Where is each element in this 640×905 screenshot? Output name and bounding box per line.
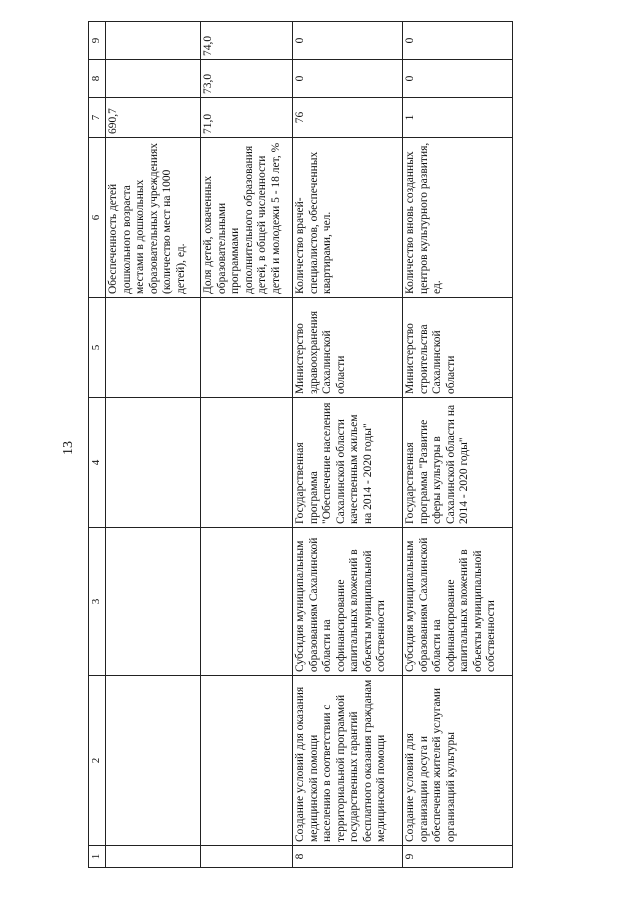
header-cell: 3 (89, 528, 106, 676)
cell-value-9: 74,0 (201, 22, 293, 60)
header-row (89, 22, 106, 868)
cell-task (201, 676, 293, 846)
header-cell: 6 (89, 138, 106, 298)
header-cell: 7 (89, 98, 106, 138)
cell-subsidy: Субсидия муниципальным образованиям Сахалинской области на софинансирование капитальных вложений в объекты муниципальной собственности (403, 528, 513, 676)
table-row (106, 22, 201, 868)
cell-indicator: Количество вновь созданных центров культурного развития, ед. (403, 138, 513, 298)
cell-value-8: 73,0 (201, 60, 293, 98)
header-cell: 1 (89, 846, 106, 868)
header-cell: 9 (89, 22, 106, 60)
cell-number (106, 846, 201, 868)
cell-subsidy (201, 528, 293, 676)
cell-value-7: 71,0 (201, 98, 293, 138)
table-row (201, 22, 293, 868)
cell-task: Создание условий для организации досуга и обеспечения жителей услугами организаций культуры (403, 676, 513, 846)
cell-ministry: Министерство строительства Сахалинской области (403, 298, 513, 398)
cell-number: 9 (403, 846, 513, 868)
header-cell: 4 (89, 398, 106, 528)
cell-ministry (201, 298, 293, 398)
page-number: 13 (61, 441, 76, 455)
cell-indicator: Обеспеченность детей дошкольного возраста местами в дошкольных образовательных учреждениях (количество мест на 1000 детей), ед. (106, 138, 201, 298)
table-row (403, 22, 513, 868)
cell-indicator: Доля детей, охваченных образовательными программами дополнительного образования детей, в общей численности детей и молодежи 5 - 18 лет, % (201, 138, 293, 298)
cell-task: Создание условий для оказания медицинской помощи населению в соответствии с территориальной программой государственных гарантий бесплатного оказания гражданам медицинской помощи (293, 676, 403, 846)
cell-value-8 (106, 60, 201, 98)
cell-task (106, 676, 201, 846)
cell-subsidy: Субсидия муниципальным образованиям Сахалинской области на софинансирование капитальных вложений в объекты муниципальной собственности (293, 528, 403, 676)
cell-value-9: 0 (403, 22, 513, 60)
cell-value-7: 1 (403, 98, 513, 138)
cell-value-9: 0 (293, 22, 403, 60)
header-cell: 5 (89, 298, 106, 398)
cell-program (106, 398, 201, 528)
cell-ministry (106, 298, 201, 398)
cell-subsidy (106, 528, 201, 676)
cell-program: Государственная программа "Обеспечение населения Сахалинской области качественным жильем на 2014 - 2020 годы" (293, 398, 403, 528)
table-row (293, 22, 403, 868)
cell-number (201, 846, 293, 868)
table-container (88, 22, 618, 868)
cell-number: 8 (293, 846, 403, 868)
cell-value-7: 76 (293, 98, 403, 138)
cell-program: Государственная программа "Развитие сферы культуры в Сахалинской области на 2014 - 2020 годы" (403, 398, 513, 528)
cell-indicator: Количество врачей-специалистов, обеспеченных квартирами, чел. (293, 138, 403, 298)
cell-value-8: 0 (293, 60, 403, 98)
cell-value-9 (106, 22, 201, 60)
header-cell: 8 (89, 60, 106, 98)
header-cell: 2 (89, 676, 106, 846)
cell-value-8: 0 (403, 60, 513, 98)
cell-ministry: Министерство здравоохранения Сахалинской области (293, 298, 403, 398)
rotated-table-frame (88, 22, 618, 868)
cell-program (201, 398, 293, 528)
cell-value-7: 690,7 (106, 98, 201, 138)
program-table (88, 21, 513, 868)
